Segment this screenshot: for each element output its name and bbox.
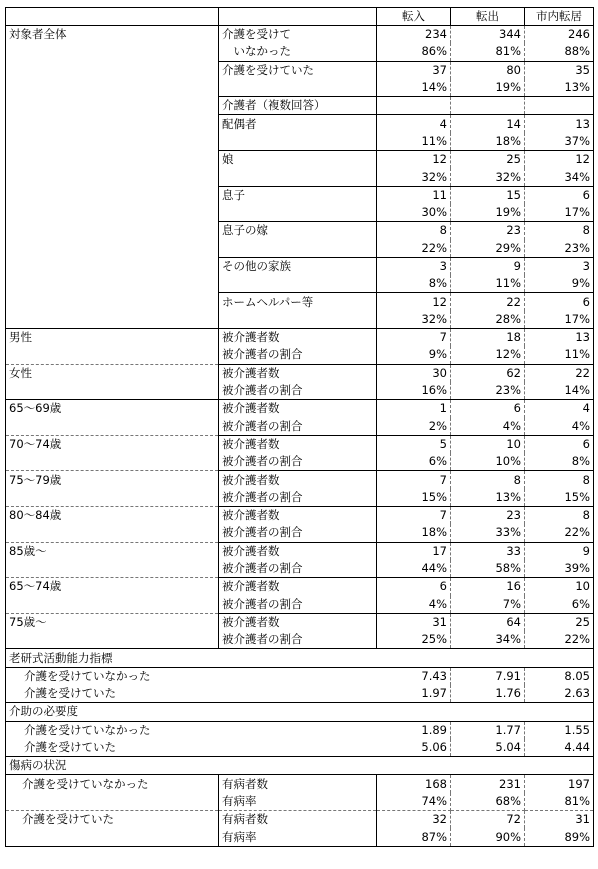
value-cell: 6 bbox=[525, 435, 594, 453]
table-row bbox=[6, 186, 594, 204]
value-cell: 8 bbox=[525, 507, 594, 525]
value-cell: 9 bbox=[451, 257, 525, 275]
value-cell: 12 bbox=[377, 151, 451, 169]
value-cell: 28% bbox=[451, 311, 525, 329]
value-cell: 4% bbox=[451, 418, 525, 436]
value-cell: 10 bbox=[451, 435, 525, 453]
value-cell: 5.06 bbox=[377, 739, 451, 757]
table-row bbox=[6, 311, 594, 329]
table-row bbox=[6, 133, 594, 151]
table-row bbox=[6, 61, 594, 79]
value-cell: 22 bbox=[525, 364, 594, 382]
value-cell: 37% bbox=[525, 133, 594, 151]
value-cell: 7.43 bbox=[377, 667, 451, 685]
header-cell bbox=[6, 8, 219, 26]
value-cell: 81% bbox=[451, 43, 525, 61]
sub-label: 被介護者の割合 bbox=[219, 596, 377, 614]
sub-label: ホームヘルパー等 bbox=[219, 293, 377, 311]
row-label bbox=[6, 382, 219, 400]
value-cell: 31 bbox=[377, 613, 451, 631]
value-cell: 14% bbox=[525, 382, 594, 400]
row-label bbox=[6, 560, 219, 578]
sub-label: 被介護者数 bbox=[219, 578, 377, 596]
sub-label: 息子の嫁 bbox=[219, 222, 377, 240]
row-label: 介護を受けていなかった bbox=[6, 775, 219, 793]
table-row bbox=[6, 418, 594, 436]
sub-label bbox=[219, 275, 377, 293]
row-label: 75歳～ bbox=[6, 613, 219, 631]
header-cell: 転出 bbox=[451, 8, 525, 26]
table-row bbox=[6, 346, 594, 364]
table-row bbox=[6, 435, 594, 453]
sub-label bbox=[219, 79, 377, 97]
value-cell: 15 bbox=[451, 186, 525, 204]
value-cell: 88% bbox=[525, 43, 594, 61]
value-cell: 29% bbox=[451, 240, 525, 258]
value-cell: 6% bbox=[525, 596, 594, 614]
row-label bbox=[6, 596, 219, 614]
sub-label: 被介護者の割合 bbox=[219, 524, 377, 542]
value-cell: 22% bbox=[377, 240, 451, 258]
value-cell: 1.77 bbox=[451, 721, 525, 739]
table-row bbox=[6, 757, 594, 775]
value-cell: 23% bbox=[525, 240, 594, 258]
value-cell: 14% bbox=[377, 79, 451, 97]
sub-label: 被介護者数 bbox=[219, 364, 377, 382]
row-label: 70～74歳 bbox=[6, 435, 219, 453]
table-row bbox=[6, 329, 594, 347]
value-cell: 9 bbox=[525, 542, 594, 560]
table-row bbox=[6, 151, 594, 169]
value-cell bbox=[525, 703, 594, 721]
value-cell: 64 bbox=[451, 613, 525, 631]
value-cell: 246 bbox=[525, 26, 594, 44]
value-cell: 3 bbox=[377, 257, 451, 275]
sub-label bbox=[219, 204, 377, 222]
value-cell: 10 bbox=[525, 578, 594, 596]
header-cell: 転入 bbox=[377, 8, 451, 26]
table-row bbox=[6, 507, 594, 525]
value-cell: 17% bbox=[525, 204, 594, 222]
row-label bbox=[6, 168, 219, 186]
value-cell: 90% bbox=[451, 828, 525, 846]
value-cell bbox=[451, 703, 525, 721]
table-row bbox=[6, 828, 594, 846]
table-row bbox=[6, 649, 594, 667]
table-row bbox=[6, 739, 594, 757]
value-cell: 30 bbox=[377, 364, 451, 382]
table-row bbox=[6, 257, 594, 275]
sub-label: 介護を受けて bbox=[219, 26, 377, 44]
value-cell: 3 bbox=[525, 257, 594, 275]
row-label: 女性 bbox=[6, 364, 219, 382]
row-label bbox=[6, 186, 219, 204]
row-label: 85歳～ bbox=[6, 542, 219, 560]
value-cell: 44% bbox=[377, 560, 451, 578]
table-row bbox=[6, 685, 594, 703]
value-cell: 25 bbox=[451, 151, 525, 169]
value-cell: 17% bbox=[525, 311, 594, 329]
value-cell: 58% bbox=[451, 560, 525, 578]
row-label bbox=[6, 204, 219, 222]
value-cell: 86% bbox=[377, 43, 451, 61]
value-cell bbox=[451, 649, 525, 667]
row-label: 65～69歳 bbox=[6, 400, 219, 418]
value-cell: 18 bbox=[451, 329, 525, 347]
sub-label: 被介護者の割合 bbox=[219, 631, 377, 649]
value-cell: 16 bbox=[451, 578, 525, 596]
row-label bbox=[6, 489, 219, 507]
value-cell: 12% bbox=[451, 346, 525, 364]
row-label bbox=[6, 79, 219, 97]
row-label: 介護を受けていなかった bbox=[6, 721, 377, 739]
value-cell: 6 bbox=[525, 186, 594, 204]
value-cell: 11% bbox=[377, 133, 451, 151]
table-row bbox=[6, 489, 594, 507]
table-row bbox=[6, 43, 594, 61]
value-cell bbox=[377, 757, 451, 775]
row-label: 傷病の状況 bbox=[6, 757, 377, 775]
table-row bbox=[6, 703, 594, 721]
value-cell: 32% bbox=[451, 168, 525, 186]
value-cell: 11 bbox=[377, 186, 451, 204]
value-cell: 15% bbox=[377, 489, 451, 507]
value-cell: 72 bbox=[451, 811, 525, 829]
row-label bbox=[6, 257, 219, 275]
row-label: 介護を受けていた bbox=[6, 811, 219, 829]
value-cell: 81% bbox=[525, 793, 594, 811]
value-cell: 231 bbox=[451, 775, 525, 793]
row-label: 対象者全体 bbox=[6, 26, 219, 44]
value-cell: 1.89 bbox=[377, 721, 451, 739]
value-cell: 8 bbox=[451, 471, 525, 489]
value-cell: 2.63 bbox=[525, 685, 594, 703]
value-cell bbox=[377, 649, 451, 667]
sub-label: 被介護者の割合 bbox=[219, 382, 377, 400]
value-cell: 13 bbox=[525, 115, 594, 133]
sub-label: 介護者（複数回答） bbox=[219, 97, 377, 115]
value-cell: 4.44 bbox=[525, 739, 594, 757]
data-table bbox=[5, 7, 594, 847]
sub-label: 被介護者数 bbox=[219, 471, 377, 489]
value-cell bbox=[451, 97, 525, 115]
row-label bbox=[6, 311, 219, 329]
table-row bbox=[6, 721, 594, 739]
value-cell: 13% bbox=[451, 489, 525, 507]
value-cell: 68% bbox=[451, 793, 525, 811]
table-row bbox=[6, 578, 594, 596]
sub-label: 被介護者の割合 bbox=[219, 489, 377, 507]
row-label: 老研式活動能力指標 bbox=[6, 649, 377, 667]
table-row bbox=[6, 471, 594, 489]
table-row bbox=[6, 97, 594, 115]
header-cell bbox=[219, 8, 377, 26]
value-cell: 89% bbox=[525, 828, 594, 846]
value-cell: 4 bbox=[377, 115, 451, 133]
value-cell: 168 bbox=[377, 775, 451, 793]
value-cell: 2% bbox=[377, 418, 451, 436]
row-label bbox=[6, 43, 219, 61]
sub-label: 介護を受けていた bbox=[219, 61, 377, 79]
sub-label: その他の家族 bbox=[219, 257, 377, 275]
sub-label: 被介護者の割合 bbox=[219, 346, 377, 364]
value-cell: 11% bbox=[451, 275, 525, 293]
value-cell: 35 bbox=[525, 61, 594, 79]
table-row bbox=[6, 168, 594, 186]
value-cell: 4 bbox=[525, 400, 594, 418]
value-cell: 32% bbox=[377, 311, 451, 329]
table-row bbox=[6, 79, 594, 97]
sub-label bbox=[219, 168, 377, 186]
sub-label: 配偶者 bbox=[219, 115, 377, 133]
value-cell: 30% bbox=[377, 204, 451, 222]
sub-label: 被介護者数 bbox=[219, 542, 377, 560]
row-label: 65～74歳 bbox=[6, 578, 219, 596]
value-cell bbox=[525, 649, 594, 667]
table-row bbox=[6, 26, 594, 44]
value-cell: 12 bbox=[377, 293, 451, 311]
value-cell: 23 bbox=[451, 507, 525, 525]
table-row bbox=[6, 115, 594, 133]
table-row bbox=[6, 811, 594, 829]
value-cell: 8.05 bbox=[525, 667, 594, 685]
row-label bbox=[6, 631, 219, 649]
value-cell: 11% bbox=[525, 346, 594, 364]
value-cell: 25% bbox=[377, 631, 451, 649]
sub-label: 被介護者の割合 bbox=[219, 560, 377, 578]
value-cell: 80 bbox=[451, 61, 525, 79]
value-cell: 6 bbox=[525, 293, 594, 311]
row-label bbox=[6, 346, 219, 364]
row-label bbox=[6, 240, 219, 258]
value-cell: 14 bbox=[451, 115, 525, 133]
table-row bbox=[6, 596, 594, 614]
row-label bbox=[6, 828, 219, 846]
value-cell: 8 bbox=[525, 222, 594, 240]
table-row bbox=[6, 560, 594, 578]
value-cell: 1 bbox=[377, 400, 451, 418]
value-cell: 15% bbox=[525, 489, 594, 507]
table-row bbox=[6, 793, 594, 811]
row-label bbox=[6, 222, 219, 240]
sub-label: 被介護者数 bbox=[219, 400, 377, 418]
sub-label: 有病者数 bbox=[219, 775, 377, 793]
table-row bbox=[6, 204, 594, 222]
value-cell: 13 bbox=[525, 329, 594, 347]
value-cell: 4% bbox=[525, 418, 594, 436]
sub-label: 被介護者数 bbox=[219, 613, 377, 631]
value-cell: 1.76 bbox=[451, 685, 525, 703]
value-cell: 23% bbox=[451, 382, 525, 400]
value-cell: 7% bbox=[451, 596, 525, 614]
row-label bbox=[6, 793, 219, 811]
value-cell: 5 bbox=[377, 435, 451, 453]
table-row bbox=[6, 613, 594, 631]
table-row bbox=[6, 453, 594, 471]
value-cell: 34% bbox=[525, 168, 594, 186]
value-cell: 39% bbox=[525, 560, 594, 578]
value-cell: 6% bbox=[377, 453, 451, 471]
table-row bbox=[6, 542, 594, 560]
value-cell: 18% bbox=[377, 524, 451, 542]
row-label: 介助の必要度 bbox=[6, 703, 377, 721]
value-cell: 17 bbox=[377, 542, 451, 560]
value-cell: 8 bbox=[377, 222, 451, 240]
value-cell: 74% bbox=[377, 793, 451, 811]
value-cell: 7 bbox=[377, 329, 451, 347]
value-cell: 4% bbox=[377, 596, 451, 614]
row-label bbox=[6, 61, 219, 79]
value-cell: 62 bbox=[451, 364, 525, 382]
value-cell: 33% bbox=[451, 524, 525, 542]
row-label bbox=[6, 133, 219, 151]
value-cell: 12 bbox=[525, 151, 594, 169]
value-cell: 22% bbox=[525, 631, 594, 649]
value-cell: 197 bbox=[525, 775, 594, 793]
value-cell: 32% bbox=[377, 168, 451, 186]
value-cell: 7 bbox=[377, 507, 451, 525]
value-cell: 7.91 bbox=[451, 667, 525, 685]
row-label bbox=[6, 97, 219, 115]
value-cell: 87% bbox=[377, 828, 451, 846]
value-cell: 13% bbox=[525, 79, 594, 97]
table-row bbox=[6, 275, 594, 293]
value-cell: 7 bbox=[377, 471, 451, 489]
header-row bbox=[6, 8, 594, 26]
row-label bbox=[6, 275, 219, 293]
value-cell: 1.97 bbox=[377, 685, 451, 703]
sub-label: 被介護者の割合 bbox=[219, 453, 377, 471]
value-cell: 23 bbox=[451, 222, 525, 240]
table-row bbox=[6, 293, 594, 311]
table-row bbox=[6, 775, 594, 793]
value-cell: 8% bbox=[525, 453, 594, 471]
table-row bbox=[6, 240, 594, 258]
value-cell bbox=[377, 703, 451, 721]
table-row bbox=[6, 400, 594, 418]
value-cell: 19% bbox=[451, 79, 525, 97]
table-row bbox=[6, 631, 594, 649]
row-label bbox=[6, 293, 219, 311]
row-label: 介護を受けていなかった bbox=[6, 667, 377, 685]
value-cell bbox=[377, 97, 451, 115]
sub-label: 娘 bbox=[219, 151, 377, 169]
sub-label: 被介護者の割合 bbox=[219, 418, 377, 436]
table-row bbox=[6, 524, 594, 542]
value-cell: 22 bbox=[451, 293, 525, 311]
value-cell: 25 bbox=[525, 613, 594, 631]
row-label: 介護を受けていた bbox=[6, 685, 377, 703]
table-row bbox=[6, 667, 594, 685]
table-row bbox=[6, 364, 594, 382]
value-cell: 18% bbox=[451, 133, 525, 151]
value-cell: 31 bbox=[525, 811, 594, 829]
value-cell: 8 bbox=[525, 471, 594, 489]
sub-label: 被介護者数 bbox=[219, 329, 377, 347]
sub-label: いなかった bbox=[219, 43, 377, 61]
sub-label: 息子 bbox=[219, 186, 377, 204]
table-row bbox=[6, 382, 594, 400]
sub-label: 被介護者数 bbox=[219, 435, 377, 453]
value-cell bbox=[525, 97, 594, 115]
value-cell: 33 bbox=[451, 542, 525, 560]
sub-label: 有病率 bbox=[219, 828, 377, 846]
sub-label bbox=[219, 240, 377, 258]
row-label: 80～84歳 bbox=[6, 507, 219, 525]
header-cell: 市内転居 bbox=[525, 8, 594, 26]
value-cell: 19% bbox=[451, 204, 525, 222]
value-cell: 234 bbox=[377, 26, 451, 44]
value-cell: 22% bbox=[525, 524, 594, 542]
sub-label: 有病率 bbox=[219, 793, 377, 811]
sub-label: 被介護者数 bbox=[219, 507, 377, 525]
row-label bbox=[6, 115, 219, 133]
value-cell: 10% bbox=[451, 453, 525, 471]
row-label bbox=[6, 418, 219, 436]
value-cell: 6 bbox=[451, 400, 525, 418]
value-cell: 9% bbox=[525, 275, 594, 293]
value-cell bbox=[451, 757, 525, 775]
value-cell: 9% bbox=[377, 346, 451, 364]
table-row bbox=[6, 222, 594, 240]
value-cell bbox=[525, 757, 594, 775]
value-cell: 34% bbox=[451, 631, 525, 649]
value-cell: 16% bbox=[377, 382, 451, 400]
row-label: 男性 bbox=[6, 329, 219, 347]
value-cell: 344 bbox=[451, 26, 525, 44]
value-cell: 37 bbox=[377, 61, 451, 79]
row-label bbox=[6, 151, 219, 169]
value-cell: 1.55 bbox=[525, 721, 594, 739]
value-cell: 6 bbox=[377, 578, 451, 596]
row-label: 介護を受けていた bbox=[6, 739, 377, 757]
row-label bbox=[6, 524, 219, 542]
row-label: 75～79歳 bbox=[6, 471, 219, 489]
row-label bbox=[6, 453, 219, 471]
sub-label: 有病者数 bbox=[219, 811, 377, 829]
sub-label bbox=[219, 133, 377, 151]
value-cell: 5.04 bbox=[451, 739, 525, 757]
sub-label bbox=[219, 311, 377, 329]
value-cell: 8% bbox=[377, 275, 451, 293]
value-cell: 32 bbox=[377, 811, 451, 829]
